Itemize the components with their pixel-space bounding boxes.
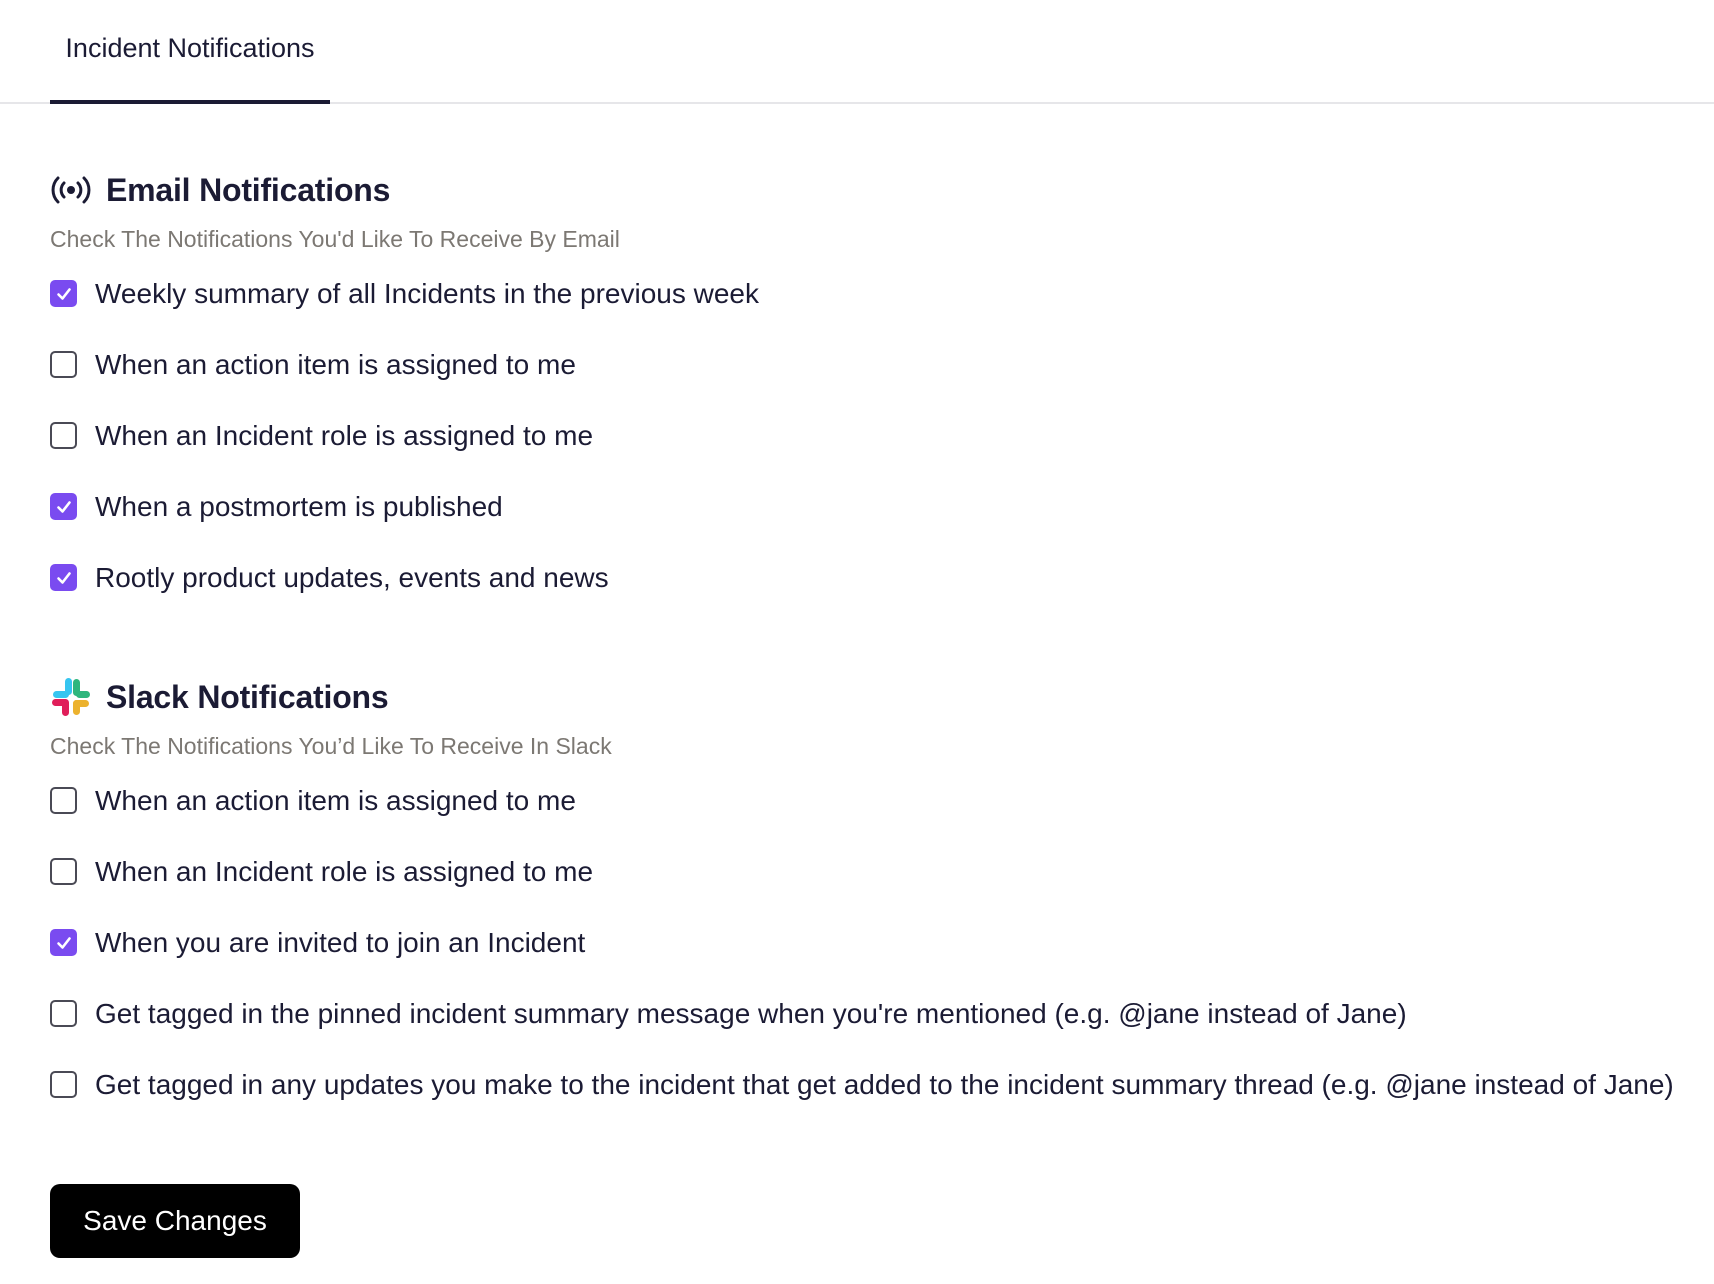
slack-notifications-section — [50, 675, 1674, 1120]
slack-options-list — [50, 765, 1674, 1120]
slack-section-header — [50, 675, 1674, 719]
checkbox[interactable] — [50, 929, 77, 956]
slack-section-subtitle: Check The Notifications You’d Like To Receive In Slack — [50, 733, 612, 759]
option-label: Rootly product updates, events and news — [95, 561, 609, 593]
slack-section-title: Slack Notifications — [106, 678, 389, 715]
checkbox[interactable] — [50, 1071, 77, 1098]
email-section-title: Email Notifications — [106, 171, 391, 208]
option-label: When an action item is assigned to me — [95, 348, 576, 380]
option-label: Get tagged in the pinned incident summary message when you're mentioned (e.g. @jane instead of Jane) — [95, 997, 1407, 1029]
tab-bar — [0, 0, 1714, 104]
broadcast-icon — [50, 169, 92, 211]
email-section-subtitle: Check The Notifications You'd Like To Receive By Email — [50, 226, 620, 252]
checkbox[interactable] — [50, 422, 77, 449]
option-label: When you are invited to join an Incident — [95, 926, 586, 958]
option-label: When a postmortem is published — [95, 490, 503, 522]
email-options-list — [50, 258, 759, 613]
tab-incident-notifications[interactable]: Incident Notifications — [50, 0, 330, 104]
email-notifications-section — [50, 168, 759, 613]
option-label: Get tagged in any updates you make to the incident that get added to the incident summary thread (e.g. @jane instead of Jane) — [95, 1068, 1674, 1100]
slack-icon — [50, 676, 92, 718]
checkbox[interactable] — [50, 1000, 77, 1027]
email-section-header — [50, 168, 759, 212]
checkbox[interactable] — [50, 351, 77, 378]
email-option-incident-role[interactable] — [50, 400, 759, 471]
email-option-weekly-summary[interactable] — [50, 258, 759, 329]
checkbox[interactable] — [50, 280, 77, 307]
checkbox[interactable] — [50, 493, 77, 520]
slack-option-incident-role[interactable] — [50, 836, 1674, 907]
slack-option-action-item[interactable] — [50, 765, 1674, 836]
email-option-postmortem[interactable] — [50, 471, 759, 542]
checkbox[interactable] — [50, 787, 77, 814]
slack-option-pinned-summary-tag[interactable] — [50, 978, 1674, 1049]
option-label: When an Incident role is assigned to me — [95, 419, 594, 451]
option-label: When an Incident role is assigned to me — [95, 855, 594, 887]
email-option-action-item[interactable] — [50, 329, 759, 400]
option-label: When an action item is assigned to me — [95, 784, 576, 816]
save-changes-button[interactable]: Save Changes — [50, 1184, 300, 1258]
email-option-product-updates[interactable] — [50, 542, 759, 613]
slack-option-invited[interactable] — [50, 907, 1674, 978]
checkbox[interactable] — [50, 858, 77, 885]
checkbox[interactable] — [50, 564, 77, 591]
option-label: Weekly summary of all Incidents in the previous week — [95, 277, 759, 309]
slack-option-summary-thread-tag[interactable] — [50, 1049, 1674, 1120]
